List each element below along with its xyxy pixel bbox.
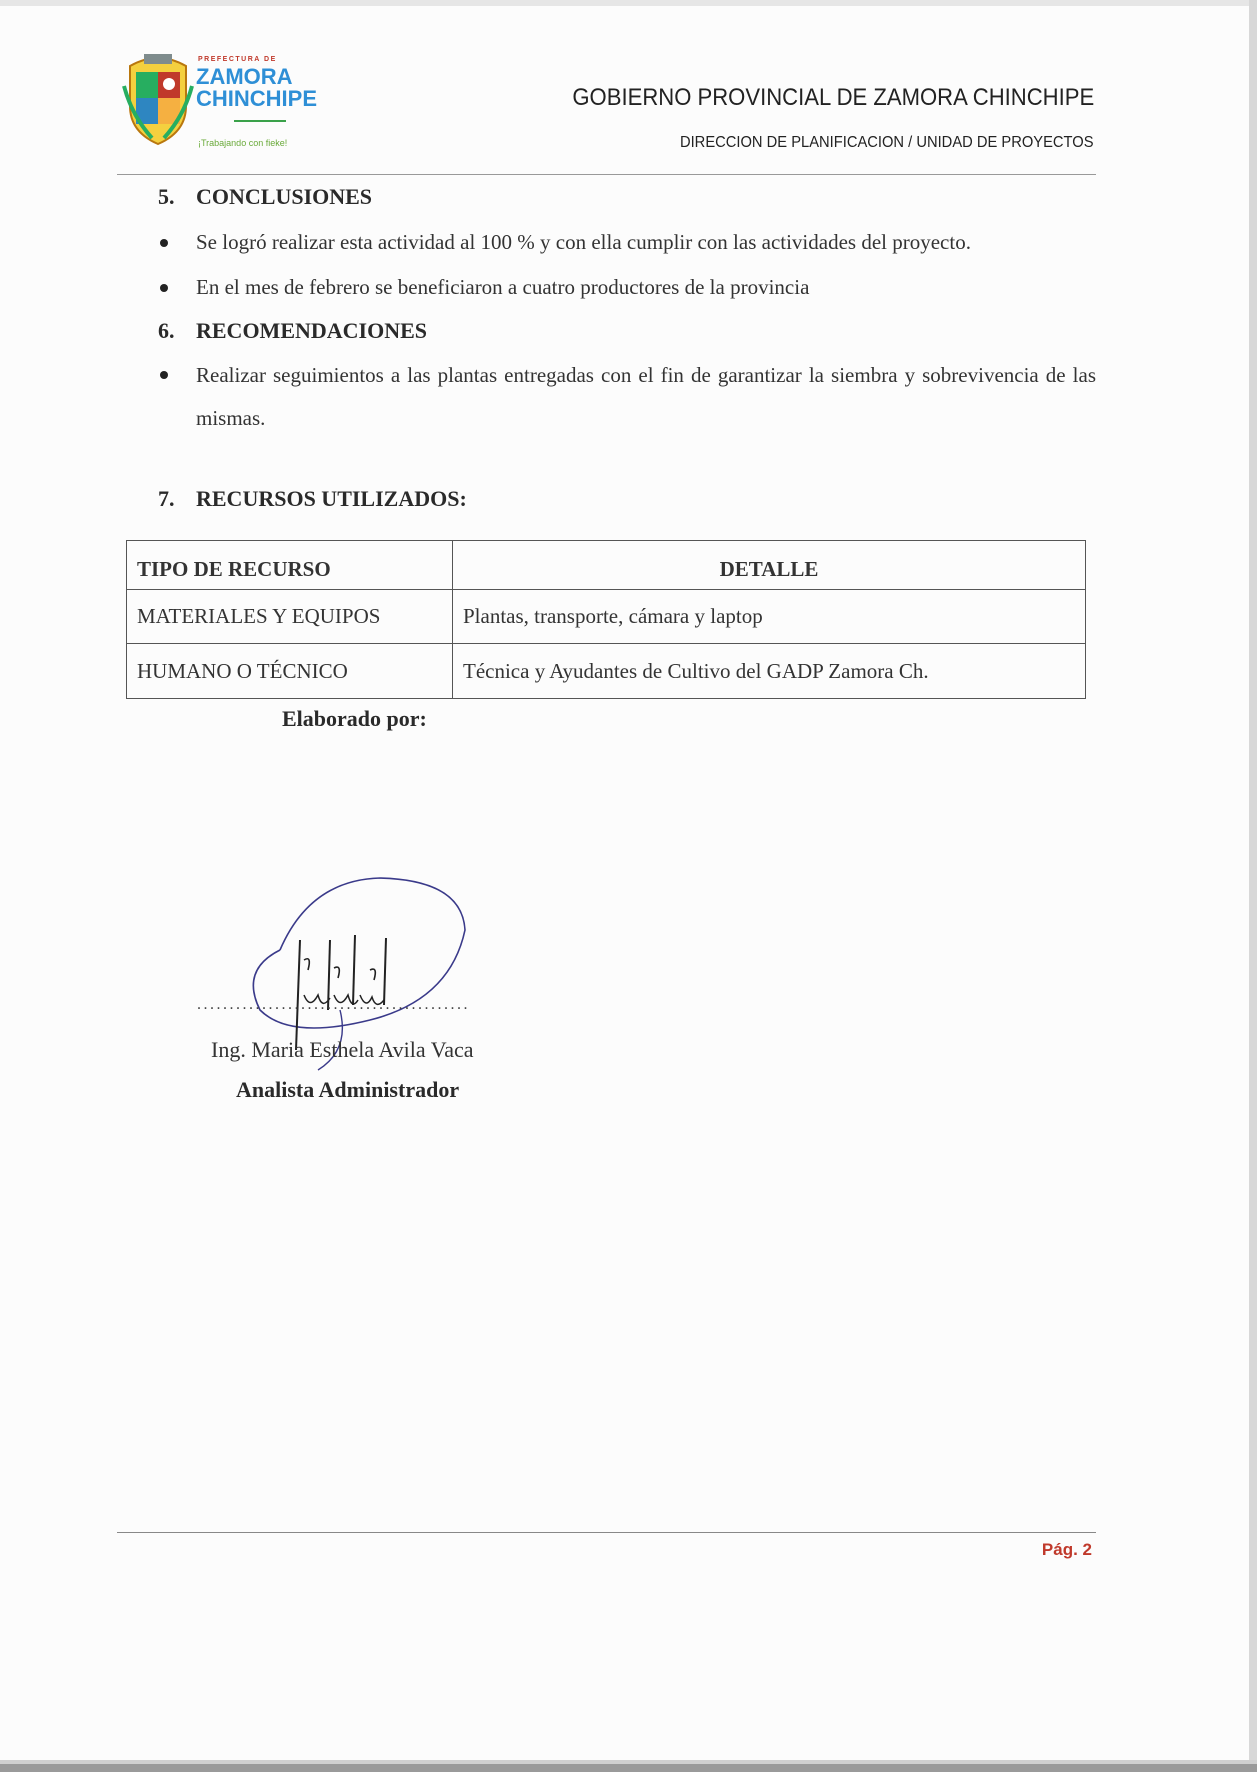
logo-name-line1: ZAMORA: [196, 64, 293, 89]
logo-slogan: ¡Trabajando con fieke!: [198, 138, 288, 148]
table-header-row: [127, 541, 1086, 590]
section-number: 6.: [158, 318, 175, 343]
table-row: [127, 590, 1086, 644]
table-cell: HUMANO O TÉCNICO: [127, 644, 453, 699]
header-divider: [117, 174, 1096, 175]
signature-line: ..........................................: [197, 996, 470, 1013]
section-title: RECURSOS UTILIZADOS:: [196, 486, 467, 511]
list-item-text: En el mes de febrero se beneficiaron a cuatro productores de la provincia: [196, 275, 810, 299]
prepared-by-label: Elaborado por:: [282, 706, 427, 731]
column-header: TIPO DE RECURSO: [127, 541, 453, 590]
header-subtitle: DIRECCION DE PLANIFICACION / UNIDAD DE PROYECTOS: [680, 134, 1094, 151]
prefectura-logo: [122, 44, 352, 154]
signer-role: Analista Administrador: [236, 1077, 460, 1102]
section-number: 7.: [158, 486, 175, 511]
logo-divider: [234, 120, 286, 122]
table-row: [127, 644, 1086, 699]
table-cell: Plantas, transporte, cámara y laptop: [453, 590, 1086, 644]
list-item-text: Se logró realizar esta actividad al 100 % y con ella cumplir con las actividades del proyecto.: [196, 230, 971, 254]
section-title: RECOMENDACIONES: [196, 318, 428, 343]
header-title: GOBIERNO PROVINCIAL DE ZAMORA CHINCHIPE: [572, 84, 1094, 111]
section-recursos-heading: [158, 486, 467, 512]
column-header: DETALLE: [453, 541, 1086, 590]
section-recomendaciones-heading: [158, 318, 427, 344]
footer-divider: [117, 1532, 1096, 1533]
section-conclusiones-heading: [158, 184, 372, 210]
bullet-icon: [160, 239, 168, 247]
logo-prefectura-text: PREFECTURA DE: [198, 56, 277, 63]
section-number: 5.: [158, 184, 175, 209]
table-cell: Técnica y Ayudantes de Cultivo del GADP Zamora Ch.: [453, 644, 1086, 699]
resources-table: [126, 540, 1086, 699]
bullet-icon: [160, 284, 168, 292]
logo-name-line2: CHINCHIPE: [196, 86, 318, 111]
bullet-icon: [160, 371, 168, 379]
table-cell: MATERIALES Y EQUIPOS: [127, 590, 453, 644]
list-item-text: Realizar seguimientos a las plantas entregadas con el fin de garantizar la siembra y sobrevivencia de las mismas.: [196, 363, 1096, 430]
page-number: Pág. 2: [1041, 1540, 1092, 1559]
coat-of-arms-icon: [122, 46, 194, 146]
section-title: CONCLUSIONES: [196, 184, 373, 209]
signer-name: Ing. Maria Esthela Avila Vaca: [211, 1037, 474, 1062]
